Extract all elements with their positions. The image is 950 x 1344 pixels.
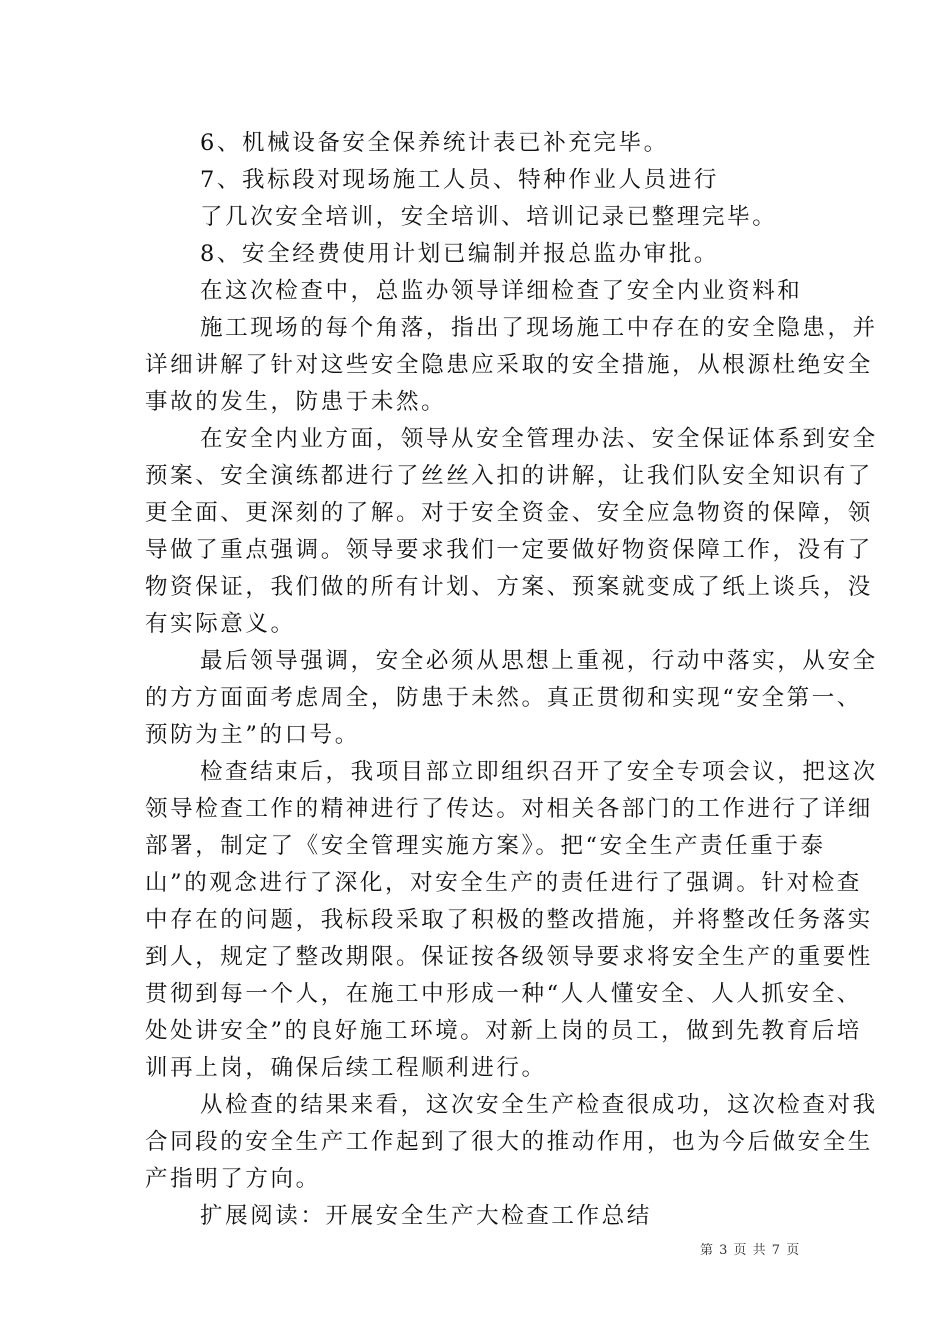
- text-line: 详细讲解了针对这些安全隐患应采取的安全措施，从根源杜绝安全: [145, 352, 873, 378]
- text-line: 8、安全经费使用计划已编制并报总监办审批。: [200, 241, 719, 267]
- text-line: 7、我标段对现场施工人员、特种作业人员进行: [200, 167, 719, 193]
- text-line: 了几次安全培训，安全培训、培训记录已整理完毕。: [200, 204, 778, 230]
- text-line: 物资保证，我们做的所有计划、方案、预案就变成了纸上谈兵，没: [145, 574, 873, 600]
- text-line: 到人，规定了整改期限。保证按各级领导要求将安全生产的重要性: [145, 944, 873, 970]
- text-line: 训再上岗，确保后续工程顺利进行。: [145, 1055, 547, 1081]
- text-line: 从检查的结果来看，这次安全生产检查很成功，这次检查对我: [200, 1092, 878, 1118]
- text-line: 处处讲安全”的良好施工环境。对新上岗的员工，做到先教育后培: [145, 1018, 862, 1044]
- page-number-footer: 第 3 页 共 7 页: [700, 1243, 801, 1258]
- text-line: 6、机械设备安全保养统计表已补充完毕。: [200, 130, 669, 156]
- extended-reading-heading: 扩展阅读：开展安全生产大检查工作总结: [200, 1203, 652, 1229]
- text-line: 领导检查工作的精神进行了传达。对相关各部门的工作进行了详细: [145, 796, 873, 822]
- text-line: 更全面、更深刻的了解。对于安全资金、安全应急物资的保障，领: [145, 500, 873, 526]
- text-line: 导做了重点强调。领导要求我们一定要做好物资保障工作，没有了: [145, 537, 873, 563]
- text-line: 合同段的安全生产工作起到了很大的推动作用，也为今后做安全生: [145, 1129, 873, 1155]
- text-line: 在安全内业方面，领导从安全管理办法、安全保证体系到安全: [200, 426, 878, 452]
- text-line: 施工现场的每个角落，指出了现场施工中存在的安全隐患，并: [200, 315, 878, 341]
- text-line: 贯彻到每一个人，在施工中形成一种“人人懂安全、人人抓安全、: [145, 981, 862, 1007]
- text-line: 产指明了方向。: [145, 1166, 321, 1192]
- text-line: 有实际意义。: [145, 611, 296, 637]
- text-line: 部署，制定了《安全管理实施方案》。把“安全生产责任重于泰: [145, 833, 826, 859]
- text-line: 在这次检查中，总监办领导详细检查了安全内业资料和: [200, 278, 803, 304]
- text-line: 中存在的问题，我标段采取了积极的整改措施，并将整改任务落实: [145, 907, 873, 933]
- text-line: 最后领导强调，安全必须从思想上重视，行动中落实，从安全: [200, 648, 878, 674]
- text-line: 预防为主”的口号。: [145, 722, 360, 748]
- text-line: 事故的发生，防患于未然。: [145, 389, 447, 415]
- text-line: 的方方面面考虑周全，防患于未然。真正贯彻和实现“安全第一、: [145, 685, 862, 711]
- text-line: 山”的观念进行了深化，对安全生产的责任进行了强调。针对检查: [145, 870, 862, 896]
- text-line: 检查结束后，我项目部立即组织召开了安全专项会议，把这次: [200, 759, 878, 785]
- text-line: 预案、安全演练都进行了丝丝入扣的讲解，让我们队安全知识有了: [145, 463, 873, 489]
